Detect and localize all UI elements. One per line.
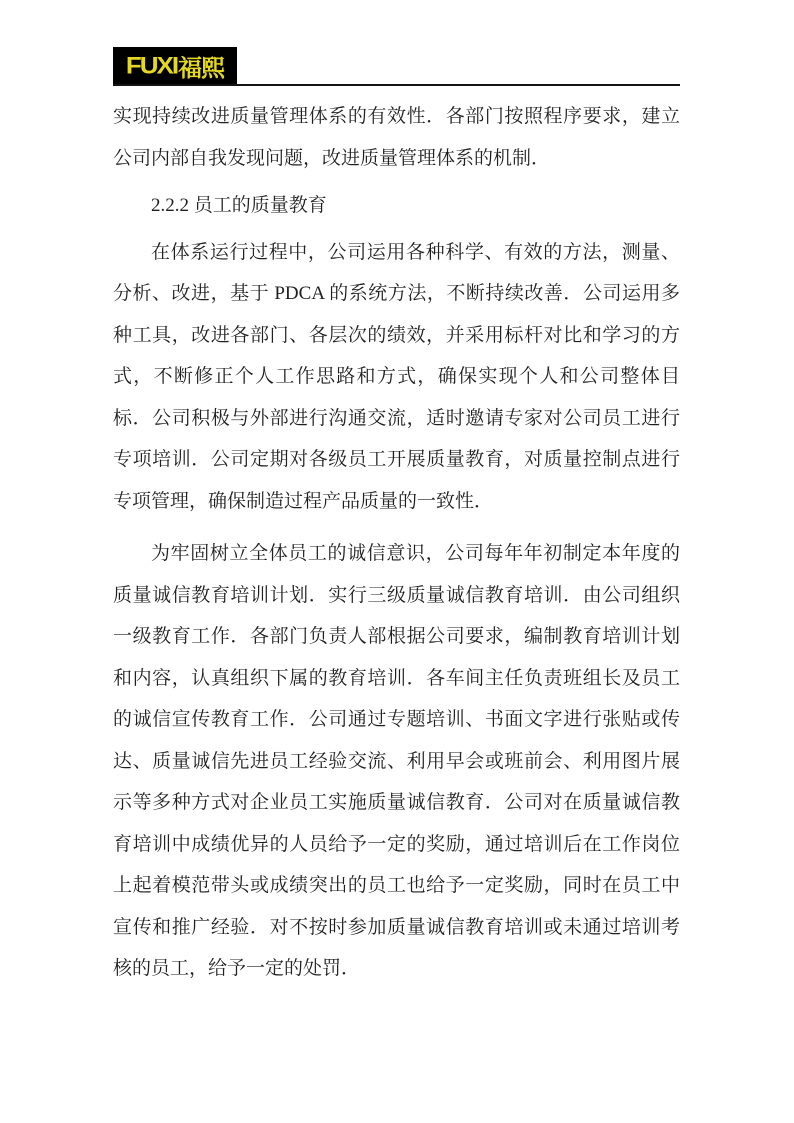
body-paragraph-2: 为牢固树立全体员工的诚信意识，公司每年年初制定本年度的质量诚信教育培训计划．实行三级质量诚信教育培训．由公司组织一级教育工作．各部门负责人部根据公司要求，编制教育培训计划和内容，认真组织下属的教育培训．各车间主任负责班组长及员工的诚信宣传教育工作．公司通过专题培训、书面文字进行张贴或传达、质量诚信先进员工经验交流、利用早会或班前会、利用图片展示等多种方式对企业员工实施质量诚信教育．公司对在质量诚信教育培训中成绩优异的人员给予一定的奖励，通过培训后在工作岗位上起着模范带头或成绩突出的员工也给予一定奖励，同时在员工中宣传和推广经验．对不按时参加质量诚信教育培训或未通过培训考核的员工，给予一定的处罚． bbox=[113, 543, 680, 979]
brand-logo-cjk-text: 福熙 bbox=[178, 56, 225, 82]
brand-logo bbox=[113, 47, 237, 84]
header-divider bbox=[113, 84, 680, 86]
body-paragraph-1: 在体系运行过程中，公司运用各种科学、有效的方法，测量、分析、改进，基于 PDCA 的系统方法，不断持续改善．公司运用多种工具，改进各部门、各层次的绩效，并采用标杆对比和学习的方式，不断修正个人工作思路和方式，确保实现个人和公司整体目标．公司积极与外部进行沟通交流，适时邀请专家对公司员工进行专项培训．公司定期对各级员工开展质量教育，对质量控制点进行专项管理，确保制造过程产品质量的一致性． bbox=[113, 241, 680, 512]
document-body bbox=[113, 96, 680, 990]
section-heading: 2.2.2 员工的质量教育 bbox=[151, 195, 327, 216]
brand-logo-latin-text: FUXI bbox=[125, 51, 178, 79]
intro-paragraph: 实现持续改进质量管理体系的有效性．各部门按照程序要求，建立公司内部自我发现问题，改进质量管理体系的机制． bbox=[113, 106, 680, 169]
